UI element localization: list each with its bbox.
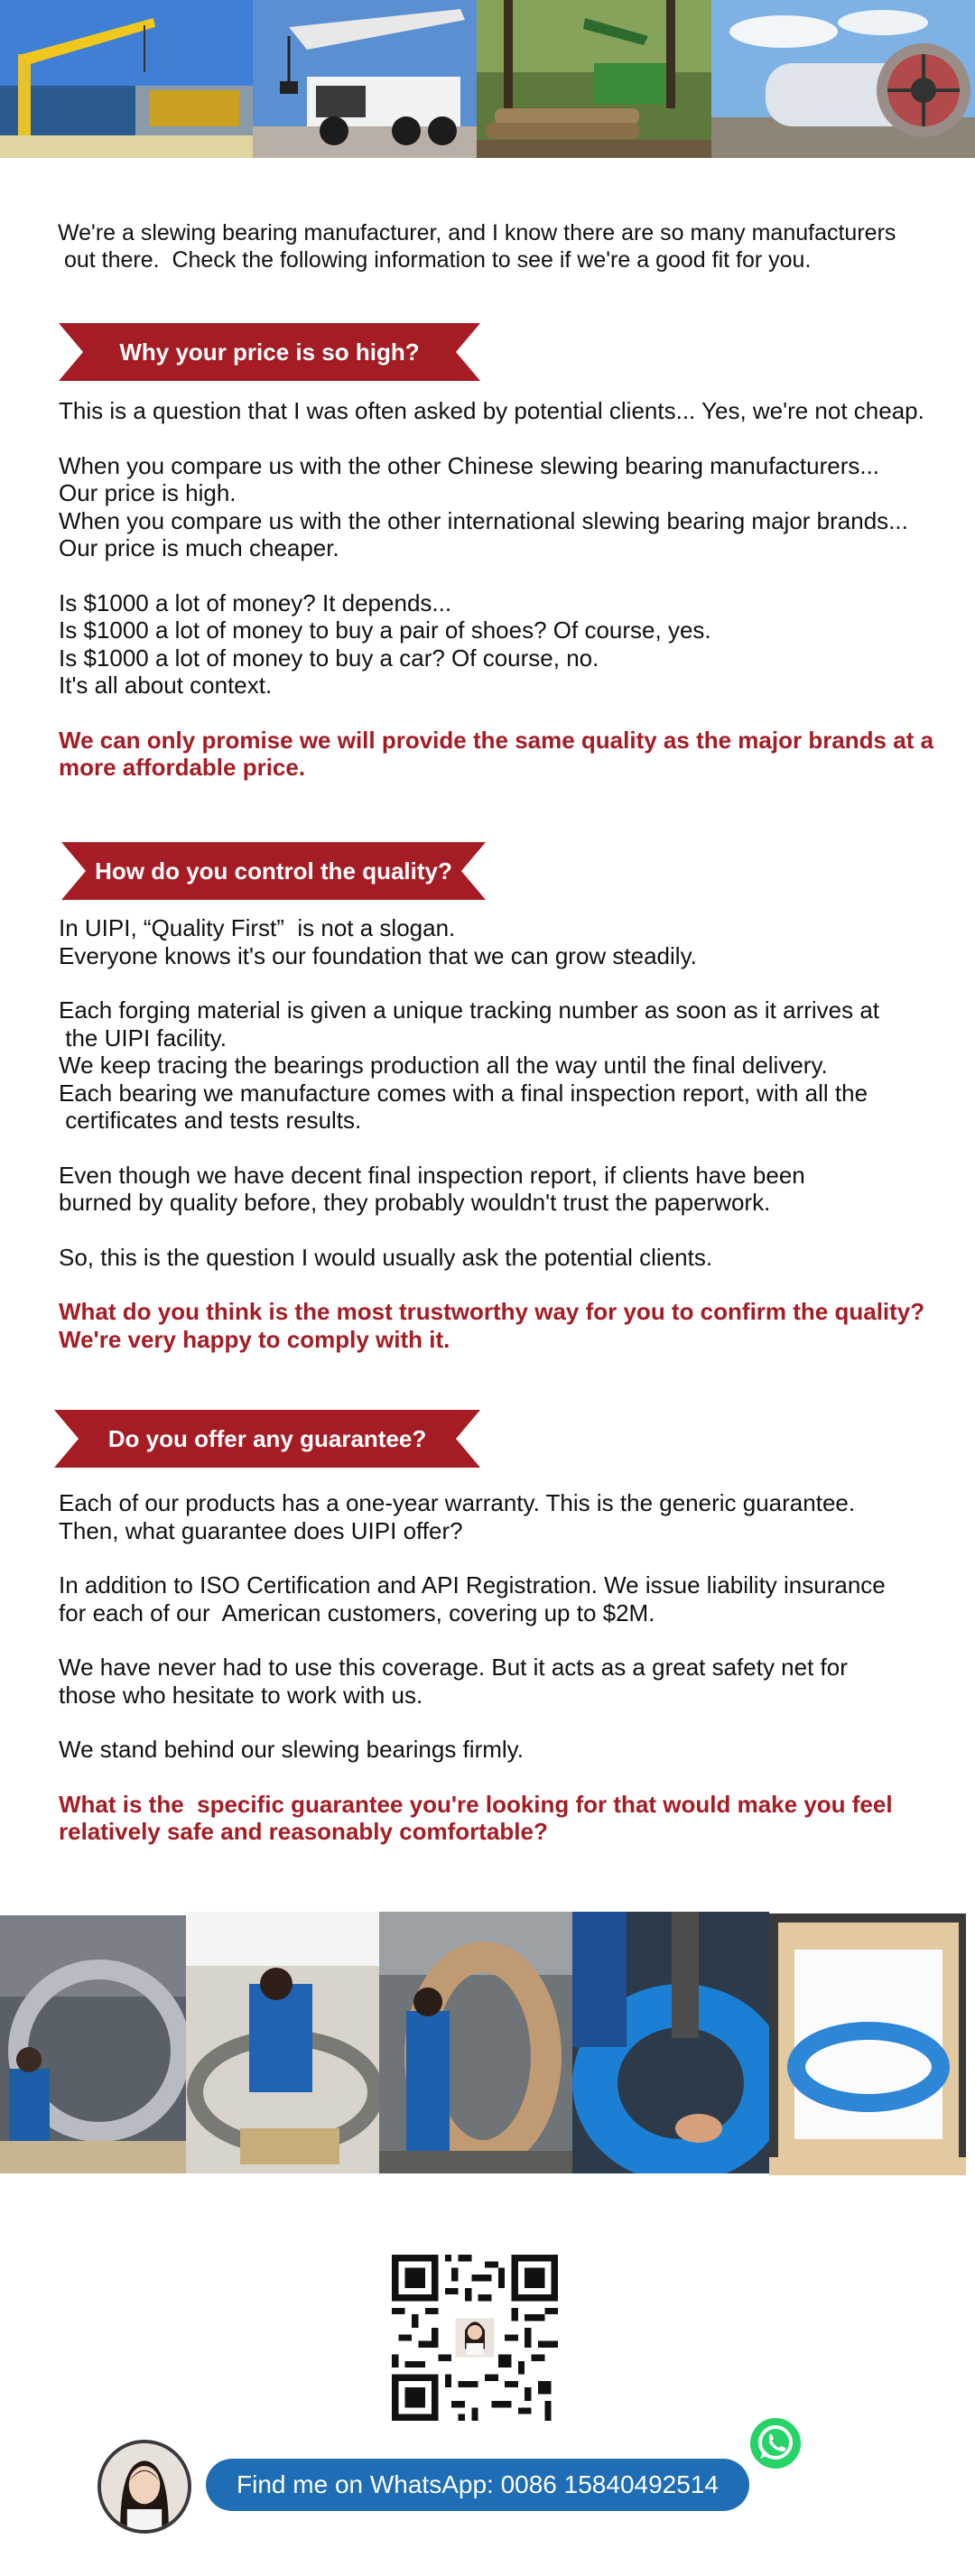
paragraph: In UIPI, “Quality First” is not a slogan. xyxy=(59,914,456,941)
section-heading-price xyxy=(59,323,480,381)
callout-text: We can only promise we will provide the same quality as the major brands at a xyxy=(59,726,934,754)
paragraph: those who hesitate to work with us. xyxy=(59,1681,423,1709)
section-heading-label: Why your price is so high? xyxy=(119,338,420,366)
paragraph: Each of our products has a one-year warranty. This is the generic guarantee. xyxy=(59,1489,856,1516)
tunnel-boring-machine-photo xyxy=(711,0,975,158)
paragraph: We stand behind our slewing bearings firmly. xyxy=(59,1736,524,1763)
paragraph: It's all about context. xyxy=(59,672,273,699)
callout-text: relatively safe and reasonably comfortable? xyxy=(59,1818,548,1845)
callout-text: What do you think is the most trustworthy way for you to confirm the quality? xyxy=(59,1298,925,1325)
paragraph: Even though we have decent final inspection report, if clients have been xyxy=(59,1161,805,1189)
forestry-machine-photo xyxy=(477,0,711,158)
intro-text xyxy=(58,219,924,273)
section-quality-body xyxy=(59,914,952,1353)
factory-photo-strip xyxy=(0,1912,975,2173)
sales-rep-avatar xyxy=(98,2440,191,2534)
paragraph: We keep tracing the bearings production all the way until the final delivery. xyxy=(59,1052,828,1079)
intro-line: We're a slewing bearing manufacturer, and I know there are so many manufacturers xyxy=(58,220,896,246)
whatsapp-contact-button[interactable]: Find me on WhatsApp: 0086 15840492514 xyxy=(206,2459,749,2511)
marine-crane-photo xyxy=(0,0,253,158)
bearing-wrapping-photo xyxy=(572,1912,769,2173)
paragraph: Our price is high. xyxy=(59,479,237,506)
paragraph: Everyone knows it's our foundation that we can grow steadily. xyxy=(59,941,697,969)
section-price-body xyxy=(59,397,952,782)
paragraph: In addition to ISO Certification and API Registration. We issue liability insurance xyxy=(59,1571,886,1598)
paragraph: Is $1000 a lot of money to buy a pair of shoes? Of course, yes. xyxy=(59,616,711,644)
bearing-measuring-photo xyxy=(186,1912,379,2173)
paragraph: Then, what guarantee does UIPI offer? xyxy=(59,1516,463,1544)
header-photo-strip xyxy=(0,0,975,158)
section-heading-label: How do you control the quality? xyxy=(95,857,452,885)
paragraph: for each of our American customers, covering up to $2M. xyxy=(59,1598,655,1626)
whatsapp-icon[interactable] xyxy=(748,2415,803,2471)
intro-line: out there. Check the following information to see if we're a good fit for you. xyxy=(58,247,812,273)
section-heading-guarantee xyxy=(54,1410,480,1468)
paragraph: When you compare us with the other international slewing bearing major brands... xyxy=(59,506,908,534)
paragraph: This is a question that I was often asked by potential clients... Yes, we're not cheap. xyxy=(59,397,924,424)
section-guarantee-body xyxy=(59,1489,952,1846)
paragraph: Is $1000 a lot of money to buy a car? Of course, no. xyxy=(59,644,599,672)
section-heading-label: Do you offer any guarantee? xyxy=(107,1425,427,1452)
bearing-handling-photo xyxy=(379,1912,572,2173)
bearing-inspection-photo xyxy=(0,1915,186,2173)
bearing-crate-photo xyxy=(769,1913,966,2175)
paragraph: Each forging material is given a unique tracking number as soon as it arrives at xyxy=(59,996,880,1024)
paragraph: certificates and tests results. xyxy=(59,1107,362,1134)
paragraph: Is $1000 a lot of money? It depends... xyxy=(59,588,452,616)
paragraph: We have never had to use this coverage. But it acts as a great safety net for xyxy=(59,1654,848,1681)
paragraph: Each bearing we manufacture comes with a final inspection report, with all the xyxy=(59,1079,868,1107)
paragraph: the UIPI facility. xyxy=(59,1024,227,1052)
callout-text: What is the specific guarantee you're looking for that would make you feel xyxy=(59,1790,893,1818)
wechat-qr-code xyxy=(392,2255,558,2421)
callout-text: more affordable price. xyxy=(59,754,306,781)
paragraph: Our price is much cheaper. xyxy=(59,534,339,561)
callout-text: We're very happy to comply with it. xyxy=(59,1325,450,1353)
paragraph: burned by quality before, they probably wouldn't trust the paperwork. xyxy=(59,1189,771,1216)
truck-crane-photo xyxy=(253,0,477,158)
paragraph: When you compare us with the other Chinese slewing bearing manufacturers... xyxy=(59,451,880,479)
paragraph: So, this is the question I would usually ask the potential clients. xyxy=(59,1243,713,1271)
section-heading-quality xyxy=(61,842,486,900)
